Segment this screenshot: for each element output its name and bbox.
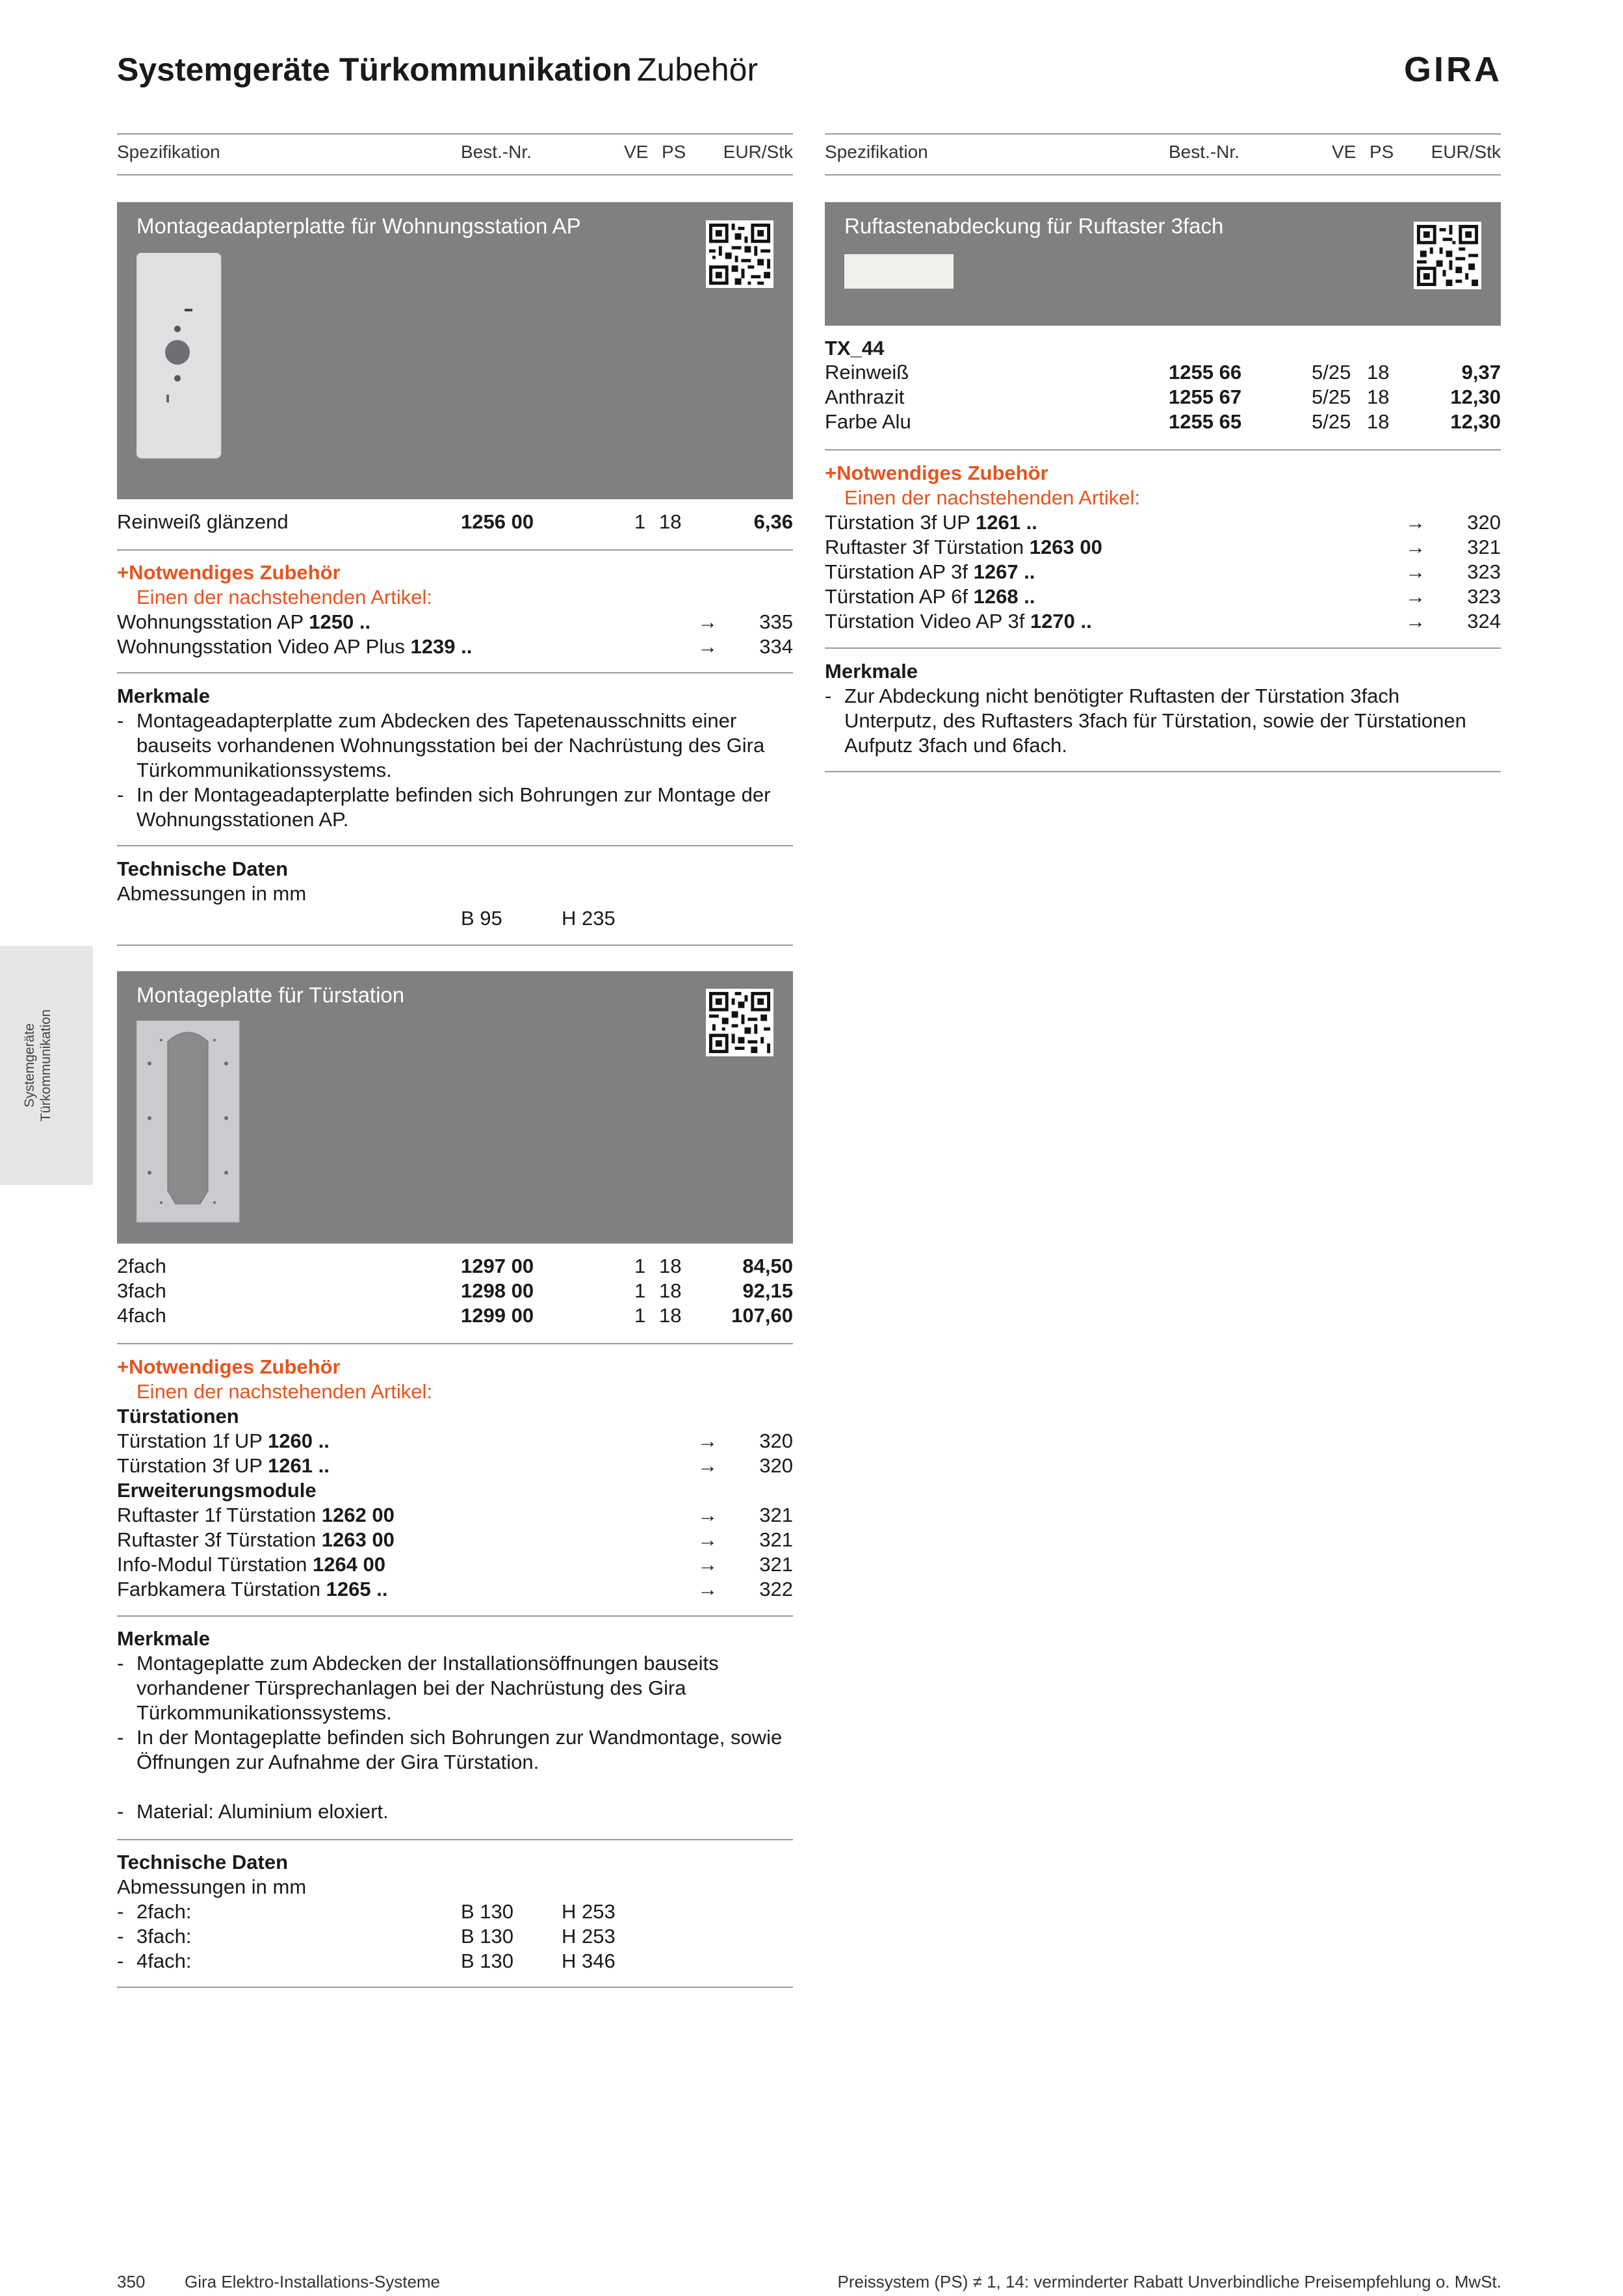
tech-subtitle: Abmessungen in mm — [117, 882, 307, 905]
merkmale-title: Merkmale — [117, 685, 211, 707]
divider — [825, 771, 1501, 772]
arrow-right-icon: → — [697, 610, 718, 633]
arrow-right-icon: → — [697, 1504, 718, 1526]
price-value: 12,30 — [1450, 410, 1501, 433]
page-subtitle: Zubehör — [636, 51, 759, 88]
spec-header-eur: EUR/Stk — [723, 142, 793, 162]
variant-code: TX_44 — [825, 337, 885, 359]
zubehoer-group-title: Erweiterungsmodule — [117, 1479, 317, 1502]
zubehoer-title: +Notwendiges Zubehör — [117, 561, 341, 584]
plus-icon: + — [825, 462, 837, 484]
divider — [117, 133, 793, 135]
page-number: 350 — [117, 2272, 146, 2291]
ruftastenabdeckung-image — [844, 254, 954, 289]
tech-dimensions: - 2fach: B 130 H 253 — [117, 1900, 616, 1923]
price-row — [117, 510, 793, 535]
zubehoer-item[interactable]: Info-Modul Türstation 1264 00 → 321 — [117, 1553, 793, 1576]
variant-name: Anthrazit — [825, 385, 905, 408]
arrow-right-icon: → — [697, 1429, 718, 1452]
price-value: 6,36 — [753, 510, 793, 533]
side-tab — [0, 946, 93, 1185]
zubehoer-group-title: Türstationen — [117, 1405, 239, 1428]
arrow-right-icon: → — [1405, 560, 1425, 583]
zubehoer-item[interactable]: Türstation AP 3f 1267 .. → 323 — [825, 560, 1501, 583]
divider — [117, 1839, 793, 1840]
ps-value: 18 — [659, 510, 682, 533]
left-column: Spezifikation Best.-Nr. VE PS EUR/Stk Montageadapterplatte für Wohnungsstation AP Reinweiß glänzend 1256 00 1 18 6,36 +Notwendiges Zubehör Einen der nachstehenden Artikel: Wohnungsstation AP 1250 .. → 335 Wohnungsstation Video AP Plus 1239 .. → 334 Merkmale - Montageadapterplatte zum Abdecken des Tapetenausschnitts einer bauseits vorhandenen Wohnungsstation bei der Nachrüstung des Gira Türkommunikationssystems. - In der Montageadapterplatte befinden sich Bohrungen zur Montage der Wohnungsstationen AP. Technische Daten Abmessungen in mm B 95 H 235 Montageplatte für Türstation 2fach 1297 00 1 18 84,50 3fach 1298 00 1 18 92,15 4fach 1299 00 1 18 107,60 +Notwendiges Zubehör Einen der nachstehenden Artikel: Türstationen Türstation 1f UP 1260 .. → 320 Türstation 3f UP 1261 .. → 320 Erweiterungsmodule Ruftaster 1f Türstation 1262 00 → 321 Ruftaster 3f Türstation 1263 00 → 321 Info-Modul Türstation 1264 00 → 321 Farbkamera Türstation 1265 .. → 322 Merkmale - Montageplatte zum Abdecken der Installationsöffnungen bauseits vorhandener Türsprechanlagen bei der Nachrüstung des Gira Türkommunikationssystems. - In der Montageplatte befinden sich Bohrungen zur Wandmontage, sowie Öffnungen zur Aufnahme der Gira Türstation. - Material: Aluminium eloxiert. Technische Daten Abmessungen in mm - 2fach: B 130 H 253 - 3fach: B 130 H 253 - 4fach: B 130 H 346 — [117, 0, 793, 2296]
divider — [117, 174, 793, 176]
spec-header-spezifikation: Spezifikation — [117, 142, 220, 162]
arrow-right-icon: → — [1405, 610, 1425, 633]
merkmale-title: Merkmale — [825, 660, 918, 683]
order-number: 1299 00 — [461, 1304, 534, 1327]
order-number: 1297 00 — [461, 1255, 534, 1277]
ps-value: 18 — [659, 1279, 682, 1302]
divider — [825, 647, 1501, 649]
divider — [825, 449, 1501, 450]
variant-name: 3fach — [117, 1279, 166, 1302]
divider — [825, 174, 1501, 176]
order-number: 1255 67 — [1169, 385, 1242, 408]
variant-name: 2fach — [117, 1255, 166, 1277]
zubehoer-title: +Notwendiges Zubehör — [117, 1355, 341, 1378]
zubehoer-item[interactable]: Ruftaster 3f Türstation 1263 00 → 321 — [117, 1528, 793, 1551]
tech-subtitle: Abmessungen in mm — [117, 1875, 307, 1898]
zubehoer-subtitle: Einen der nachstehenden Artikel: — [136, 1380, 432, 1403]
zubehoer-item[interactable]: Ruftaster 3f Türstation 1263 00 → 321 — [825, 536, 1501, 558]
price-row — [117, 1279, 793, 1304]
price-value: 12,30 — [1450, 385, 1501, 408]
price-row — [825, 410, 1501, 435]
divider — [117, 1987, 793, 1988]
ps-value: 18 — [1367, 361, 1390, 384]
product-panel-montageplatte — [117, 971, 793, 1244]
order-number: 1298 00 — [461, 1279, 534, 1302]
page-title-main: Systemgeräte Türkommunikation — [117, 51, 632, 88]
qr-code-icon[interactable] — [706, 220, 773, 288]
ve-value: 1 — [634, 1279, 646, 1302]
plus-icon: + — [117, 1355, 129, 1378]
price-value: 9,37 — [1461, 361, 1501, 384]
ve-value: 5/25 — [1312, 361, 1351, 384]
spec-header-eur: EUR/Stk — [1431, 142, 1501, 162]
plus-icon: + — [117, 561, 129, 584]
divider — [825, 133, 1501, 135]
zubehoer-item[interactable]: Ruftaster 1f Türstation 1262 00 → 321 — [117, 1504, 793, 1526]
tech-dimensions: - 3fach: B 130 H 253 — [117, 1925, 616, 1948]
ps-value: 18 — [659, 1255, 682, 1277]
divider — [117, 549, 793, 551]
arrow-right-icon: → — [1405, 585, 1425, 608]
divider — [117, 1343, 793, 1344]
order-number: 1255 65 — [1169, 410, 1242, 433]
arrow-right-icon: → — [697, 635, 718, 658]
zubehoer-subtitle: Einen der nachstehenden Artikel: — [844, 486, 1140, 509]
arrow-right-icon: → — [697, 1528, 718, 1551]
zubehoer-item[interactable]: Türstation 3f UP 1261 .. → 320 — [117, 1454, 793, 1477]
price-value: 107,60 — [731, 1304, 793, 1327]
ve-value: 1 — [634, 1304, 646, 1327]
variant-name: 4fach — [117, 1304, 166, 1327]
arrow-right-icon: → — [697, 1454, 718, 1477]
price-value: 92,15 — [742, 1279, 793, 1302]
arrow-right-icon: → — [697, 1578, 718, 1600]
price-row — [117, 1255, 793, 1279]
spec-header-best-nr: Best.-Nr. — [461, 142, 532, 162]
ve-value: 1 — [634, 510, 646, 533]
spec-header-ps: PS — [662, 142, 686, 162]
zubehoer-title: +Notwendiges Zubehör — [825, 462, 1048, 484]
zubehoer-subtitle: Einen der nachstehenden Artikel: — [136, 586, 432, 608]
product-title: Montageplatte für Türstation — [136, 983, 405, 1007]
price-row — [825, 385, 1501, 410]
spec-header-ps: PS — [1370, 142, 1394, 162]
side-tab-label: Systemgeräte Türkommunikation — [22, 1009, 53, 1122]
divider — [117, 1615, 793, 1617]
zubehoer-item[interactable]: Türstation Video AP 3f 1270 .. → 324 — [825, 610, 1501, 633]
zubehoer-item[interactable]: Wohnungsstation Video AP Plus 1239 .. → 334 — [117, 635, 793, 658]
variant-name: Reinweiß — [825, 361, 909, 384]
tech-title: Technische Daten — [117, 1851, 289, 1873]
price-value: 84,50 — [742, 1255, 793, 1277]
gira-logo: GIRA — [1404, 50, 1502, 89]
qr-code-icon[interactable] — [706, 989, 773, 1056]
spec-header-ve: VE — [624, 142, 649, 162]
ps-value: 18 — [1367, 410, 1390, 433]
adapterplatte-image — [136, 253, 222, 460]
spec-header-ve: VE — [1332, 142, 1357, 162]
ve-value: 5/25 — [1312, 385, 1351, 408]
variant-name: Farbe Alu — [825, 410, 911, 433]
zubehoer-item[interactable]: Türstation AP 6f 1268 .. → 323 — [825, 585, 1501, 608]
zubehoer-item[interactable]: Türstation 3f UP 1261 .. → 320 — [825, 511, 1501, 534]
right-column: Spezifikation Best.-Nr. VE PS EUR/Stk Ruftastenabdeckung für Ruftaster 3fach TX_44 Reinweiß 1255 66 5/25 18 9,37 Anthrazit 1255 67 5/25 18 12,30 Farbe Alu 1255 65 5/25 18 12,30 +Notwendiges Zubehör Einen der nachstehenden Artikel: Türstation 3f UP 1261 .. → 320 Ruftaster 3f Türstation 1263 00 → 321 Türstation AP 3f 1267 .. → 323 Türstation AP 6f 1268 .. → 323 Türstation Video AP 3f 1270 .. → 324 Merkmale - Zur Abdeckung nicht benötigter Ruftasten der Türstation 3fach Unterputz, des Ruftasters 3fach für Türstation, sowie der Türstationen Aufputz 3fach und 6fach. — [825, 0, 1501, 2296]
product-title: Montageadapterplatte für Wohnungsstation AP — [136, 214, 581, 238]
divider — [117, 945, 793, 946]
montageplatte-image — [136, 1021, 240, 1223]
arrow-right-icon: → — [1405, 511, 1425, 534]
divider — [117, 845, 793, 846]
divider — [117, 672, 793, 673]
ve-value: 5/25 — [1312, 410, 1351, 433]
price-row — [117, 1304, 793, 1329]
qr-code-icon[interactable] — [1414, 222, 1481, 289]
footer-publication: Gira Elektro-Installations-Systeme — [185, 2272, 441, 2291]
merkmale-title: Merkmale — [117, 1627, 211, 1650]
variant-name: Reinweiß glänzend — [117, 510, 289, 533]
product-title: Ruftastenabdeckung für Ruftaster 3fach — [844, 214, 1224, 238]
order-number: 1255 66 — [1169, 361, 1242, 384]
product-panel-ruftastenabdeckung — [825, 202, 1501, 326]
spec-header-spezifikation: Spezifikation — [825, 142, 928, 162]
product-panel-adapterplatte — [117, 202, 793, 499]
zubehoer-item[interactable]: Farbkamera Türstation 1265 .. → 322 — [117, 1578, 793, 1600]
ve-value: 1 — [634, 1255, 646, 1277]
spec-header-best-nr: Best.-Nr. — [1169, 142, 1240, 162]
arrow-right-icon: → — [697, 1553, 718, 1576]
zubehoer-item[interactable]: Türstation 1f UP 1260 .. → 320 — [117, 1429, 793, 1452]
arrow-right-icon: → — [1405, 536, 1425, 558]
order-number: 1256 00 — [461, 510, 534, 533]
tech-title: Technische Daten — [117, 857, 289, 880]
price-row — [825, 361, 1501, 385]
footer-note: Preissystem (PS) ≠ 1, 14: verminderter Rabatt Unverbindliche Preisempfehlung o. MwSt. — [837, 2272, 1501, 2291]
ps-value: 18 — [659, 1304, 682, 1327]
ps-value: 18 — [1367, 385, 1390, 408]
tech-dimensions: - 4fach: B 130 H 346 — [117, 1950, 616, 1972]
zubehoer-item[interactable]: Wohnungsstation AP 1250 .. → 335 — [117, 610, 793, 633]
